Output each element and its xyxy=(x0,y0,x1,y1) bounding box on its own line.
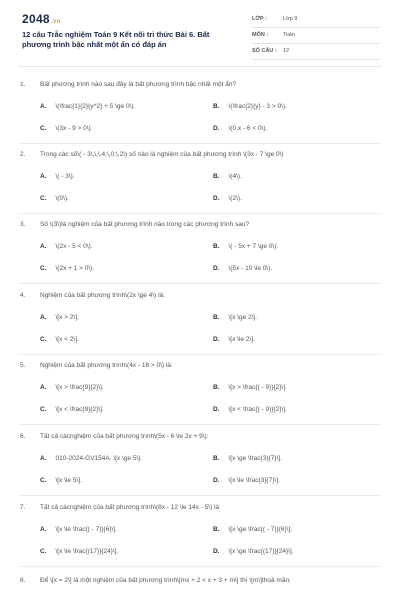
option-label: C. xyxy=(40,265,47,272)
answer-option[interactable] xyxy=(213,173,242,180)
question-divider xyxy=(18,424,382,425)
answer-option[interactable] xyxy=(213,103,287,110)
option-text: \[x \le \frac{(17)}{24}\]. xyxy=(55,548,119,555)
answer-option[interactable] xyxy=(213,314,257,321)
answer-option[interactable] xyxy=(40,406,104,413)
answer-option[interactable] xyxy=(213,455,282,462)
option-text: \(0\). xyxy=(55,195,69,202)
answer-option[interactable] xyxy=(213,265,272,272)
answer-option[interactable] xyxy=(40,173,75,180)
answer-option[interactable] xyxy=(40,265,94,272)
answer-option[interactable] xyxy=(40,195,69,202)
question-number: 8. xyxy=(20,577,26,584)
option-label: B. xyxy=(213,103,220,110)
answer-option[interactable] xyxy=(213,195,242,202)
question-divider xyxy=(18,354,382,355)
option-label: C. xyxy=(40,548,47,555)
answer-option[interactable] xyxy=(213,548,294,555)
question-number: 6. xyxy=(20,433,26,440)
answer-option[interactable] xyxy=(40,336,79,343)
answer-option[interactable] xyxy=(213,243,278,250)
answer-option[interactable] xyxy=(213,384,287,391)
option-text: \(0.x - 6 < 0\). xyxy=(228,125,268,132)
question-text: Bất phương trình nào sau đây là bất phương trình bậc nhất một ẩn? xyxy=(40,81,237,88)
info-row-count xyxy=(252,44,380,60)
question-divider xyxy=(18,213,382,214)
info-value: Toán xyxy=(283,32,295,38)
option-label: D. xyxy=(213,406,220,413)
option-text: \[x < \frac{9}{2}\]. xyxy=(55,406,104,413)
option-text: \[x \le \frac{3}{7}\]. xyxy=(228,477,280,484)
question-number: 1. xyxy=(20,81,26,88)
question-text: Để \[x = 2\] là một nghiệm của bất phương trình\[mx + 2 < x + 3 + m\] thì \[m\]thoả mãn: xyxy=(40,577,291,584)
question-divider xyxy=(18,566,382,567)
option-text: \[x > \frac{9}{2}\]. xyxy=(55,384,104,391)
question-text: Tất cả cácnghiệm của bất phương trình\(5x - 6 \le 2x + 9\): xyxy=(40,433,209,440)
option-label: A. xyxy=(40,526,47,533)
logo-suffix: .vn xyxy=(50,19,61,25)
answer-option[interactable] xyxy=(213,125,267,132)
info-key: LỚP : xyxy=(252,16,267,22)
option-label: B. xyxy=(213,243,220,250)
logo-text: 2048 xyxy=(22,12,50,26)
option-text: \(3x - 9 > 0\). xyxy=(55,125,93,132)
option-label: B. xyxy=(213,455,220,462)
page-header xyxy=(0,0,400,62)
option-text: \(2x - 5 < 0\). xyxy=(55,243,93,250)
option-label: D. xyxy=(213,195,220,202)
option-text: \[x \ge 2\]. xyxy=(228,314,258,321)
question-text: Tất cả cácnghiệm của bất phương trình\(8x - 12 \le 14x - 5\) là xyxy=(40,504,220,511)
option-label: A. xyxy=(40,455,47,462)
site-logo[interactable] xyxy=(22,12,60,26)
option-text: \[x > 2\]. xyxy=(55,314,79,321)
answer-option[interactable] xyxy=(213,336,255,343)
question-number: 4. xyxy=(20,292,26,299)
question-text: Nghiệm của bất phương trình\(2x \ge 4\) là: xyxy=(40,292,165,299)
option-label: A. xyxy=(40,384,47,391)
option-text: \[x \le 2\]. xyxy=(228,336,255,343)
question-divider xyxy=(18,495,382,496)
option-label: C. xyxy=(40,195,47,202)
option-text: \[x \ge \frac{3}{7}\]. xyxy=(228,455,282,462)
option-text: \[x \le 5\]. xyxy=(55,477,82,484)
option-text: \[x \ge \frac{( - 7)}{6}\]. xyxy=(228,526,293,533)
info-row-class xyxy=(252,12,380,28)
info-key: SỐ CÂU : xyxy=(252,48,277,54)
option-text: \(\frac{1}{2}{y^2} + 5 \ge 0\). xyxy=(55,103,136,110)
option-label: C. xyxy=(40,477,47,484)
info-value: Lớp 9 xyxy=(283,16,298,22)
option-text: \[x < \frac{( - 9)}{2}\]. xyxy=(228,406,287,413)
answer-option[interactable] xyxy=(40,314,79,321)
option-label: D. xyxy=(213,265,220,272)
option-label: B. xyxy=(213,173,220,180)
option-text: \( - 3\). xyxy=(55,173,75,180)
question-text: Số \(3\)là nghiệm của bất phương trình nào trong các phương trình sau? xyxy=(40,221,250,228)
option-label: C. xyxy=(40,336,47,343)
option-text: \[x > \frac{( - 9)}{2}\]. xyxy=(228,384,287,391)
answer-option[interactable] xyxy=(40,243,93,250)
question-number: 3. xyxy=(20,221,26,228)
option-label: D. xyxy=(213,548,220,555)
option-text: \(2x + 1 > 0\). xyxy=(55,265,95,272)
answer-option[interactable] xyxy=(40,384,104,391)
answer-option[interactable] xyxy=(40,477,82,484)
page-title: 12 câu Trắc nghiệm Toán 9 Kết nối tri thức Bài 6. Bất phương trình bậc nhất một ẩn có đáp án xyxy=(22,30,210,49)
question-text: Trong các số\( - 3\,\,\,4;\,0;\,2\) số nào là nghiệm của bất phương trình \(3x - 7 \ge 0\) xyxy=(40,151,284,158)
option-text: \(5x - 10 \le 0\). xyxy=(228,265,273,272)
question-number: 5. xyxy=(20,362,26,369)
option-label: B. xyxy=(213,384,220,391)
answer-option[interactable] xyxy=(213,406,287,413)
info-panel xyxy=(252,12,380,60)
answer-option[interactable] xyxy=(213,526,292,533)
option-text: 010-2024-GV154A. \[x \ge 5\]. xyxy=(55,455,142,462)
option-text: \[x \le \frac{( - 7)}{6}\]. xyxy=(55,526,117,533)
option-label: C. xyxy=(40,406,47,413)
question-number: 2. xyxy=(20,151,26,158)
question-divider xyxy=(18,283,382,284)
question-text: Nghiệm của bất phương trình\(4x - 18 > 0\) là: xyxy=(40,362,173,369)
option-label: D. xyxy=(213,477,220,484)
answer-option[interactable] xyxy=(40,455,142,462)
answer-option[interactable] xyxy=(40,103,135,110)
question-divider xyxy=(18,143,382,144)
option-label: C. xyxy=(40,125,47,132)
option-label: B. xyxy=(213,314,220,321)
answer-option[interactable] xyxy=(213,477,280,484)
option-text: \[x \ge \frac{(17)}{24}\]. xyxy=(228,548,294,555)
answer-option[interactable] xyxy=(40,125,93,132)
option-text: \(2\). xyxy=(228,195,242,202)
option-label: B. xyxy=(213,526,220,533)
option-label: A. xyxy=(40,173,47,180)
info-value: 12 xyxy=(283,48,290,54)
option-label: D. xyxy=(213,125,220,132)
option-text: \[x < 2\]. xyxy=(55,336,79,343)
answer-option[interactable] xyxy=(40,548,118,555)
info-row-subject xyxy=(252,28,380,44)
info-key: MÔN : xyxy=(252,32,269,38)
answer-option[interactable] xyxy=(40,526,117,533)
option-label: A. xyxy=(40,243,47,250)
option-text: \( - 5x + 7 \ge 0\). xyxy=(228,243,279,250)
question-number: 7. xyxy=(20,504,26,511)
header-divider xyxy=(18,66,382,67)
option-text: \(\frac{2}{y} - 3 > 0\). xyxy=(228,103,287,110)
option-text: \(4\). xyxy=(228,173,242,180)
option-label: A. xyxy=(40,103,47,110)
option-label: A. xyxy=(40,314,47,321)
option-label: D. xyxy=(213,336,220,343)
